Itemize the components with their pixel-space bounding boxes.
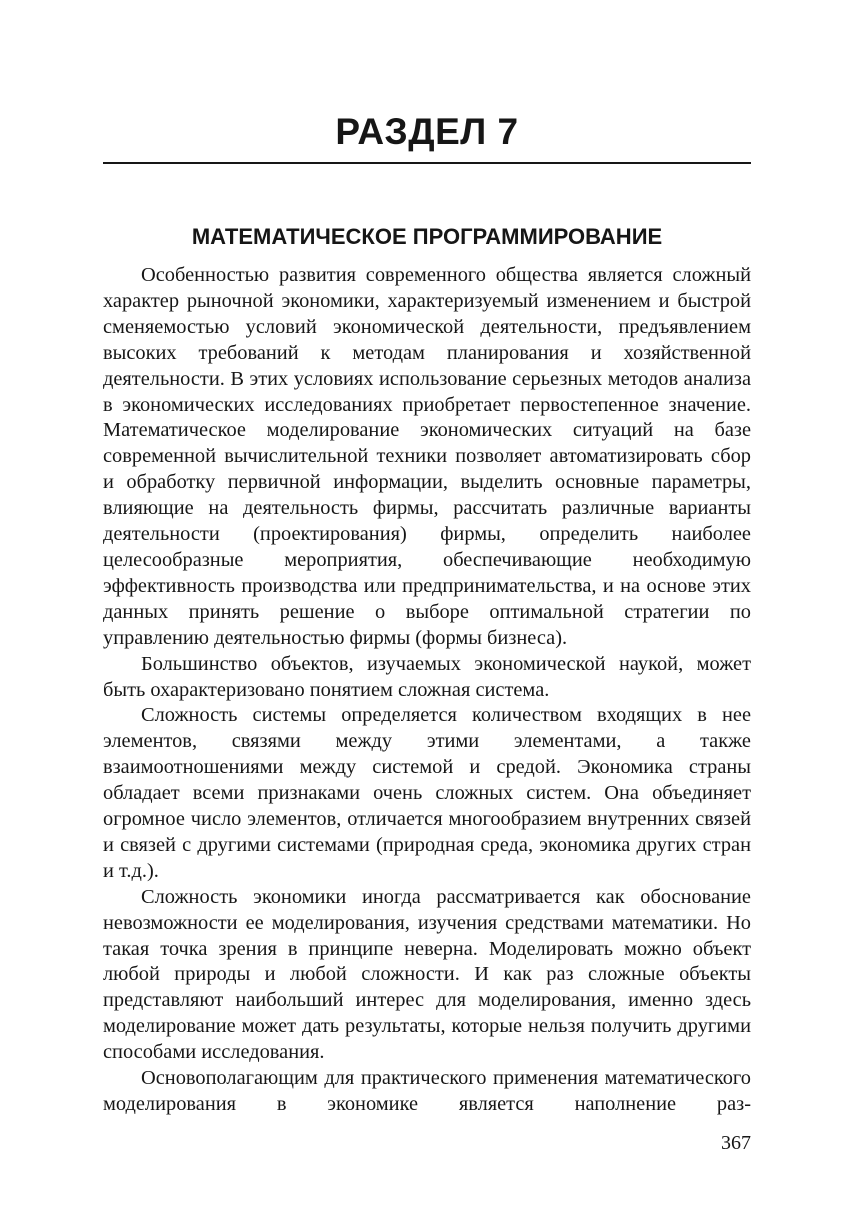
paragraph-1: Особенностью развития современного общества является сложный характер рыночной экономики, характеризуемый изменением и быстрой сменяемостью условий экономической деятельности, предъявлением высоких требований к методам планирования и хозяйственной деятельности. В этих условиях использование серьезных методов анализа в экономических исследованиях приобретает первостепенное значение. Математическое моделирование экономических ситуаций на базе современной вычислительной техники позволяет автоматизировать сбор и обработку первичной информации, выделить основные параметры, влияющие на деятельность фирмы, рассчитать различные варианты деятельности (проектирования) фирмы, определить наиболее целесообразные мероприятия, обеспечивающие необходимую эффективность производства или предпринимательства, и на основе этих данных принять решение о выборе оптимальной стратегии по управлению деятельностью фирмы (формы бизнеса). xyxy=(103,264,751,649)
section-title: РАЗДЕЛ 7 xyxy=(335,111,519,152)
body-text xyxy=(103,263,751,1118)
paragraph-5: Основополагающим для практического применения математического моделирования в экономике является наполнение раз- xyxy=(103,1067,751,1115)
chapter-title: МАТЕМАТИЧЕСКОЕ ПРОГРАММИРОВАНИЕ xyxy=(191,224,663,249)
book-page xyxy=(103,0,751,1229)
page-number: 367 xyxy=(721,1132,751,1154)
paragraph-4: Сложность экономики иногда рассматривается как обоснование невозможности ее моделирования, изучения средствами математики. Но такая точка зрения в принципе неверна. Моделировать можно объект любой природы и любой сложности. И как раз сложные объекты представляют наибольший интерес для моделирования, именно здесь моделирование может дать результаты, которые нельзя получить другими способами исследования. xyxy=(103,885,751,1064)
section-divider xyxy=(103,162,751,164)
paragraph-2: Большинство объектов, изучаемых экономической наукой, может быть охарактеризовано понятием сложная система. xyxy=(103,652,751,701)
paragraph-3: Сложность системы определяется количеством входящих в нее элементов, связями между этими элементами, а также взаимоотношениями между системой и средой. Экономика страны обладает всеми признаками очень сложных систем. Она объединяет огромное число элементов, отличается многообразием внутренних связей и связей с другими системами (природная среда, экономика других стран и т.д.). xyxy=(103,704,751,882)
